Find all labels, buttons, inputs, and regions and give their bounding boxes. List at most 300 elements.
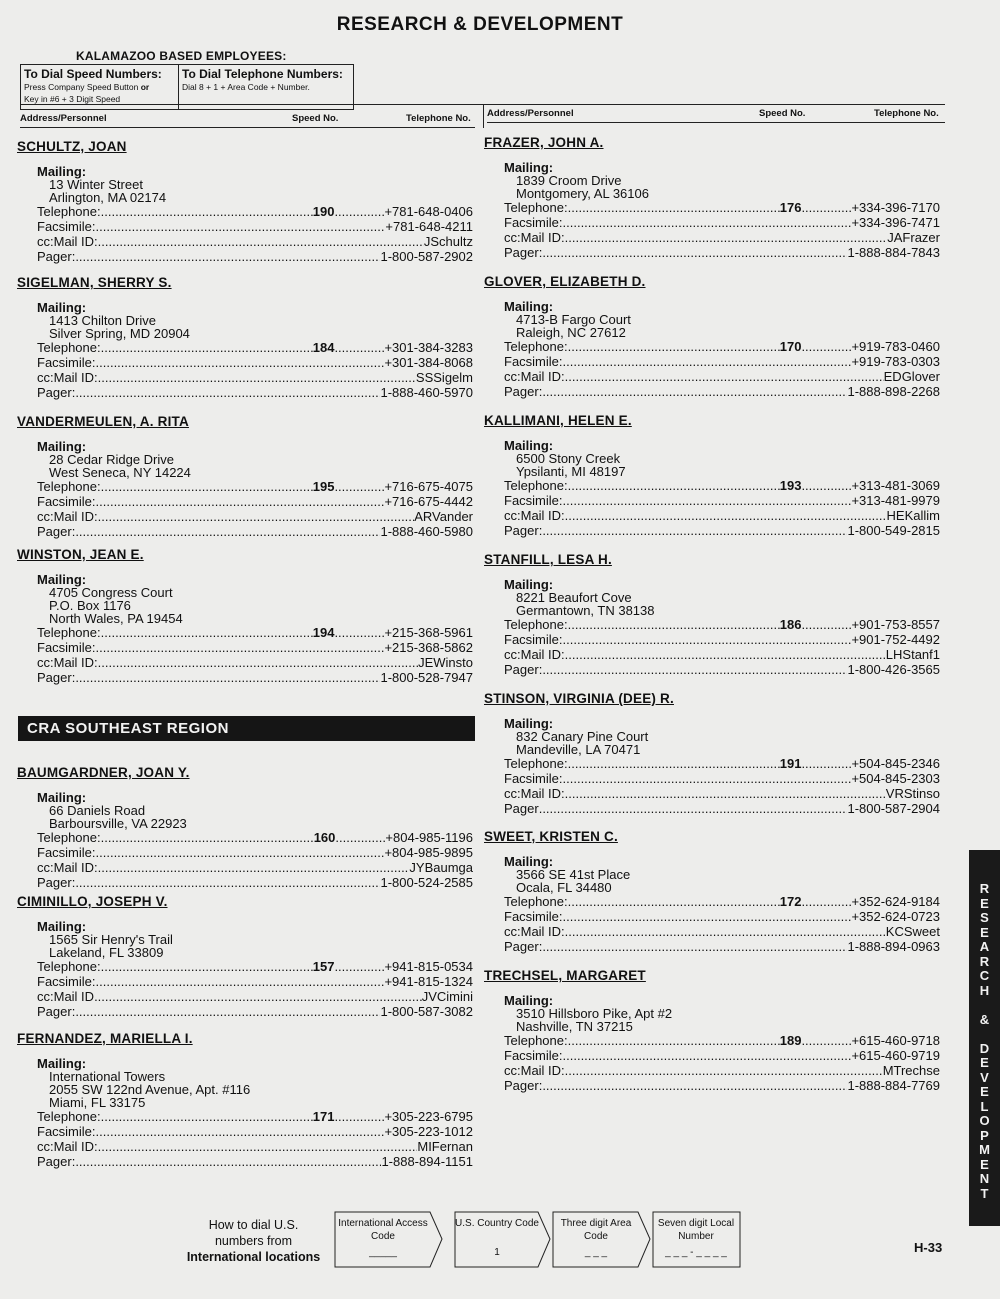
speed-dial-text xyxy=(24,81,175,105)
leader-dots xyxy=(563,909,852,924)
speed-number: 157 xyxy=(312,959,335,974)
side-tab-letter: E xyxy=(980,1055,989,1070)
leader-dots xyxy=(801,894,851,909)
side-tab-letter: E xyxy=(980,1156,989,1172)
address-header: Address/Personnel xyxy=(487,108,574,119)
leader-dots xyxy=(568,1033,780,1048)
leader-dots xyxy=(101,204,313,219)
pager-value: 1-888-884-7769 xyxy=(847,1078,940,1093)
leader-dots xyxy=(96,1124,385,1139)
address-line: Ypsilanti, MI 48197 xyxy=(516,464,626,479)
employee-name: KALLIMANI, HELEN E. xyxy=(484,413,632,428)
leader-dots xyxy=(568,200,780,215)
ccmail-label: cc:Mail ID: xyxy=(504,924,565,939)
telephone-row xyxy=(37,959,473,974)
leader-dots xyxy=(568,756,780,771)
address-line: Ocala, FL 34480 xyxy=(516,880,612,895)
telephone-value: +615-460-9718 xyxy=(851,1033,940,1048)
flow-box-underline: _____ xyxy=(369,1247,397,1258)
speed-number: 195 xyxy=(312,479,335,494)
facsimile-label: Facsimile: xyxy=(37,974,96,989)
address-line: Mandeville, LA 70471 xyxy=(516,742,641,757)
telephone-value: +504-845-2346 xyxy=(851,756,940,771)
side-tab-letter: L xyxy=(980,1098,989,1114)
pager-label: Pager: xyxy=(37,875,76,890)
facsimile-value: +215-368-5862 xyxy=(384,640,473,655)
leader-dots xyxy=(565,647,886,662)
facsimile-row xyxy=(504,632,940,647)
speed-number: 176 xyxy=(779,200,802,215)
pager-value: 1-800-587-2904 xyxy=(847,801,940,816)
side-tab-letter: A xyxy=(979,939,990,954)
pager-row xyxy=(504,1078,940,1093)
kalamazoo-heading: KALAMAZOO BASED EMPLOYEES: xyxy=(76,49,287,63)
telephone-value: +334-396-7170 xyxy=(851,200,940,215)
ccmail-value: VRStinso xyxy=(885,786,940,801)
telephone-label: Telephone: xyxy=(504,478,568,493)
directory-entry xyxy=(17,275,473,400)
ccmail-row xyxy=(504,1063,940,1078)
ccmail-value: JYBaumga xyxy=(409,860,473,875)
flow-box xyxy=(652,1211,742,1268)
telephone-row xyxy=(37,1109,473,1124)
employee-name: CIMINILLO, JOSEPH V. xyxy=(17,894,168,909)
facsimile-value: +313-481-9979 xyxy=(851,493,940,508)
directory-entry xyxy=(484,274,940,399)
pager-row xyxy=(37,524,473,539)
telephone-row xyxy=(504,478,940,493)
pager-value: 1-800-549-2815 xyxy=(847,523,940,538)
address-line: 1565 Sir Henry's Trail xyxy=(49,932,173,947)
directory-entry xyxy=(484,829,940,954)
ccmail-value: HEKallim xyxy=(886,508,940,523)
leader-dots xyxy=(96,640,385,655)
pager-row xyxy=(504,939,940,954)
mailing-label: Mailing: xyxy=(504,993,554,1008)
address-header: Address/Personnel xyxy=(20,113,107,124)
leader-dots xyxy=(75,385,380,400)
side-tab-letter: H xyxy=(979,982,990,998)
side-tab-letter: R xyxy=(979,881,990,896)
leader-dots xyxy=(96,845,385,860)
telephone-value: +305-223-6795 xyxy=(384,1109,473,1124)
facsimile-label: Facsimile: xyxy=(37,640,96,655)
speed-number: 190 xyxy=(312,204,335,219)
directory-entry xyxy=(17,547,473,685)
leader-dots xyxy=(801,339,851,354)
directory-entry xyxy=(17,1031,473,1169)
telephone-row xyxy=(37,340,473,355)
flow-box xyxy=(454,1211,552,1268)
speed-number: 191 xyxy=(779,756,802,771)
pager-value: 1-888-898-2268 xyxy=(847,384,940,399)
pager-value: 1-800-524-2585 xyxy=(380,875,473,890)
facsimile-label: Facsimile: xyxy=(37,845,96,860)
side-tab-letter: P xyxy=(980,1127,989,1143)
mailing-label: Mailing: xyxy=(504,299,554,314)
leader-dots xyxy=(565,786,886,801)
facsimile-row xyxy=(37,219,473,234)
address-line: Barboursville, VA 22923 xyxy=(49,816,187,831)
flow-box-label: Seven digit Local Number xyxy=(657,1218,735,1242)
leader-dots xyxy=(563,632,852,647)
pager-value: 1-888-460-5970 xyxy=(380,385,473,400)
leader-dots xyxy=(568,894,780,909)
page-number: H-33 xyxy=(914,1240,943,1255)
telephone-label: Telephone: xyxy=(504,894,568,909)
facsimile-value: +804-985-9895 xyxy=(384,845,473,860)
flow-box-label: U.S. Country Code xyxy=(455,1218,539,1229)
leader-dots xyxy=(563,354,852,369)
side-tab-letter: E xyxy=(980,1084,989,1099)
facsimile-value: +941-815-1324 xyxy=(384,974,473,989)
leader-dots xyxy=(563,215,852,230)
leader-dots xyxy=(75,1154,381,1169)
address-line: Miami, FL 33175 xyxy=(49,1095,146,1110)
pager-value: 1-888-894-0963 xyxy=(847,939,940,954)
facsimile-value: +301-384-8068 xyxy=(384,355,473,370)
leader-dots xyxy=(565,1063,883,1078)
phone-dial-heading: To Dial Telephone Numbers: xyxy=(182,67,343,81)
speed-dial-cell xyxy=(21,65,179,109)
facsimile-row xyxy=(37,355,473,370)
ccmail-row xyxy=(37,1139,473,1154)
leader-dots xyxy=(98,509,415,524)
speed-number: 171 xyxy=(312,1109,335,1124)
facsimile-row xyxy=(504,771,940,786)
header-divider xyxy=(483,104,484,128)
howto-line-2: numbers from xyxy=(214,1234,293,1248)
ccmail-value: EDGlover xyxy=(883,369,940,384)
leader-dots xyxy=(101,830,314,845)
pager-value: 1-800-426-3565 xyxy=(847,662,940,677)
pager-label: Pager: xyxy=(37,385,76,400)
telephone-label: Telephone: xyxy=(37,1109,101,1124)
leader-dots xyxy=(563,771,852,786)
leader-dots xyxy=(335,830,385,845)
leader-dots xyxy=(334,340,384,355)
pager-label: Pager: xyxy=(37,249,76,264)
leader-dots xyxy=(75,249,380,264)
facsimile-value: +919-783-0303 xyxy=(851,354,940,369)
employee-name: SWEET, KRISTEN C. xyxy=(484,829,618,844)
telephone-label: Telephone: xyxy=(37,959,101,974)
leader-dots xyxy=(542,523,847,538)
pager-value: 1-800-528-7947 xyxy=(380,670,473,685)
directory-entry xyxy=(17,894,473,1019)
facsimile-label: Facsimile: xyxy=(504,215,563,230)
ccmail-label: cc:Mail ID xyxy=(37,989,95,1004)
telephone-row xyxy=(504,1033,940,1048)
side-tab-letter: S xyxy=(980,910,989,925)
pager-label: Pager: xyxy=(37,1154,76,1169)
leader-dots xyxy=(801,200,851,215)
side-tab-letter: E xyxy=(980,924,989,940)
leader-dots xyxy=(101,479,313,494)
telephone-value: +313-481-3069 xyxy=(851,478,940,493)
ccmail-row xyxy=(37,860,473,875)
ccmail-row xyxy=(504,786,940,801)
facsimile-row xyxy=(37,494,473,509)
leader-dots xyxy=(96,974,385,989)
speed-number: 186 xyxy=(779,617,802,632)
facsimile-label: Facsimile: xyxy=(504,1048,563,1063)
address-line: 832 Canary Pine Court xyxy=(516,729,649,744)
pager-row xyxy=(504,662,940,677)
telephone-row xyxy=(504,617,940,632)
side-tab-letter: O xyxy=(979,1113,990,1128)
address-line: P.O. Box 1176 xyxy=(49,598,131,613)
ccmail-label: cc:Mail ID: xyxy=(504,508,565,523)
telephone-label: Telephone: xyxy=(37,204,101,219)
telephone-value: +352-624-9184 xyxy=(851,894,940,909)
leader-dots xyxy=(75,1004,380,1019)
speed-number: 172 xyxy=(779,894,802,909)
ccmail-row xyxy=(504,508,940,523)
ccmail-label: cc:Mail ID: xyxy=(37,234,98,249)
pager-value: 1-800-587-2902 xyxy=(380,249,473,264)
speed-header: Speed No. xyxy=(759,108,806,119)
side-tab-letter: M xyxy=(979,1142,990,1157)
telephone-value: +716-675-4075 xyxy=(384,479,473,494)
leader-dots xyxy=(96,355,385,370)
leader-dots xyxy=(75,670,380,685)
telephone-row xyxy=(37,204,473,219)
facsimile-value: +352-624-0723 xyxy=(851,909,940,924)
address-line: 13 Winter Street xyxy=(49,177,143,192)
phone-dial-cell xyxy=(179,65,346,109)
facsimile-row xyxy=(37,1124,473,1139)
employee-name: SIGELMAN, SHERRY S. xyxy=(17,275,172,290)
howto-line-3: International locations xyxy=(186,1250,321,1264)
speed-number: 160 xyxy=(313,830,336,845)
telephone-value: +301-384-3283 xyxy=(384,340,473,355)
address-line: West Seneca, NY 14224 xyxy=(49,465,191,480)
speed-dial-or: or xyxy=(140,82,150,92)
employee-name: FRAZER, JOHN A. xyxy=(484,135,604,150)
facsimile-label: Facsimile: xyxy=(504,354,563,369)
directory-entry xyxy=(484,135,940,260)
pager-row xyxy=(504,801,940,816)
leader-dots xyxy=(565,369,884,384)
pager-row xyxy=(504,384,940,399)
address-line: Germantown, TN 38138 xyxy=(516,603,655,618)
ccmail-label: cc:Mail ID: xyxy=(37,370,98,385)
leader-dots xyxy=(563,493,852,508)
leader-dots xyxy=(98,370,416,385)
telephone-label: Telephone: xyxy=(504,1033,568,1048)
leader-dots xyxy=(98,234,424,249)
telephone-row xyxy=(504,756,940,771)
telephone-row xyxy=(37,479,473,494)
leader-dots xyxy=(542,384,847,399)
leader-dots xyxy=(94,989,422,1004)
ccmail-value: JSchultz xyxy=(423,234,473,249)
facsimile-label: Facsimile: xyxy=(37,219,96,234)
side-tab-letter: C xyxy=(979,968,990,983)
speed-number: 189 xyxy=(779,1033,802,1048)
leader-dots xyxy=(98,860,410,875)
leader-dots xyxy=(563,1048,852,1063)
ccmail-value: ARVander xyxy=(414,509,473,524)
side-tab-letter: N xyxy=(979,1171,990,1186)
speed-dial-text-2: Key in #6 + 3 Digit Speed xyxy=(24,94,121,104)
mailing-label: Mailing: xyxy=(37,790,87,805)
address-line: 6500 Stony Creek xyxy=(516,451,621,466)
facsimile-value: +781-648-4211 xyxy=(385,219,473,234)
pager-value: 1-800-587-3082 xyxy=(380,1004,473,1019)
ccmail-row xyxy=(37,370,473,385)
leader-dots xyxy=(75,524,380,539)
pager-row xyxy=(504,523,940,538)
leader-dots xyxy=(101,1109,313,1124)
side-tab-letter xyxy=(983,998,987,1013)
leader-dots xyxy=(75,875,380,890)
leader-dots xyxy=(334,204,384,219)
telephone-label: Telephone: xyxy=(504,617,568,632)
region-banner: CRA SOUTHEAST REGION xyxy=(18,716,475,741)
ccmail-value: MIFernan xyxy=(417,1139,473,1154)
facsimile-value: +305-223-1012 xyxy=(384,1124,473,1139)
mailing-label: Mailing: xyxy=(37,1056,87,1071)
dialing-flow xyxy=(334,1211,738,1268)
ccmail-label: cc:Mail ID: xyxy=(37,1139,98,1154)
left-column-header xyxy=(20,110,475,128)
ccmail-label: cc:Mail ID: xyxy=(504,647,565,662)
page-title: RESEARCH & DEVELOPMENT xyxy=(336,14,624,35)
pager-label: Pager: xyxy=(504,384,543,399)
leader-dots xyxy=(334,1109,384,1124)
phone-dial-text: Dial 8 + 1 + Area Code + Number. xyxy=(182,82,310,92)
facsimile-row xyxy=(37,974,473,989)
telephone-value: +804-985-1196 xyxy=(385,830,473,845)
mailing-label: Mailing: xyxy=(504,854,554,869)
telephone-label: Telephone: xyxy=(37,625,101,640)
address-line: 4713-B Fargo Court xyxy=(516,312,631,327)
pager-row xyxy=(37,875,473,890)
ccmail-label: cc:Mail ID: xyxy=(504,1063,565,1078)
right-column-header xyxy=(487,105,945,123)
pager-row xyxy=(37,670,473,685)
flow-box-underline: _ _ _ - _ _ _ _ xyxy=(665,1247,727,1258)
speed-dial-heading: To Dial Speed Numbers: xyxy=(24,67,162,81)
ccmail-value: MTrechse xyxy=(882,1063,940,1078)
speed-number: 184 xyxy=(312,340,335,355)
leader-dots xyxy=(96,219,386,234)
leader-dots xyxy=(334,959,384,974)
speed-dial-text-1: Press Company Speed Button xyxy=(24,82,139,92)
telephone-value: +901-753-8557 xyxy=(851,617,940,632)
facsimile-label: Facsimile: xyxy=(37,494,96,509)
pager-label: Pager: xyxy=(504,939,543,954)
side-tab-letter: V xyxy=(980,1069,989,1085)
directory-entry xyxy=(17,765,473,890)
flow-box xyxy=(552,1211,652,1268)
leader-dots xyxy=(98,655,418,670)
address-line: North Wales, PA 19454 xyxy=(49,611,183,626)
telephone-label: Telephone: xyxy=(504,756,568,771)
address-line: Montgomery, AL 36106 xyxy=(516,186,649,201)
flow-box-underline: _ _ _ xyxy=(584,1247,608,1258)
mailing-label: Mailing: xyxy=(504,577,554,592)
telephone-value: +919-783-0460 xyxy=(851,339,940,354)
ccmail-label: cc:Mail ID: xyxy=(504,369,565,384)
facsimile-row xyxy=(504,909,940,924)
pager-value: 1-888-460-5980 xyxy=(380,524,473,539)
ccmail-row xyxy=(504,369,940,384)
facsimile-row xyxy=(504,354,940,369)
dialing-howto xyxy=(176,1217,331,1265)
telephone-header: Telephone No. xyxy=(874,108,939,119)
directory-entry xyxy=(17,414,473,539)
facsimile-label: Facsimile: xyxy=(504,909,563,924)
directory-entry xyxy=(484,552,940,677)
ccmail-label: cc:Mail ID: xyxy=(37,509,98,524)
side-tab-letter xyxy=(983,1027,987,1042)
mailing-label: Mailing: xyxy=(37,572,87,587)
address-line: 4705 Congress Court xyxy=(49,585,173,600)
pager-label: Pager: xyxy=(504,245,543,260)
flow-box xyxy=(334,1211,444,1268)
section-side-tab xyxy=(969,850,1000,1226)
ccmail-label: cc:Mail ID: xyxy=(504,230,565,245)
side-tab-letter: R xyxy=(979,953,990,969)
flow-box-label: International Access Code xyxy=(338,1218,428,1242)
address-line: 3510 Hillsboro Pike, Apt #2 xyxy=(516,1006,673,1021)
employee-name: WINSTON, JEAN E. xyxy=(17,547,144,562)
ccmail-value: JVCimini xyxy=(421,989,473,1004)
directory-entry xyxy=(484,968,940,1093)
ccmail-row xyxy=(37,655,473,670)
leader-dots xyxy=(801,1033,851,1048)
flow-box-label: Three digit Area Code xyxy=(560,1218,632,1242)
address-line: 28 Cedar Ridge Drive xyxy=(49,452,175,467)
pager-label: Pager: xyxy=(37,670,76,685)
telephone-label: Telephone: xyxy=(37,479,101,494)
leader-dots xyxy=(101,959,313,974)
directory-entry xyxy=(17,139,473,264)
leader-dots xyxy=(568,617,780,632)
leader-dots xyxy=(565,230,888,245)
facsimile-value: +334-396-7471 xyxy=(851,215,940,230)
ccmail-label: cc:Mail ID: xyxy=(504,786,565,801)
directory-entry xyxy=(484,413,940,538)
facsimile-value: +504-845-2303 xyxy=(851,771,940,786)
pager-label: Pager: xyxy=(504,523,543,538)
ccmail-label: cc:Mail ID: xyxy=(37,655,98,670)
ccmail-label: cc:Mail ID: xyxy=(37,860,98,875)
telephone-value: +781-648-0406 xyxy=(384,204,473,219)
side-tab-letter: E xyxy=(980,895,989,911)
pager-label: Pager: xyxy=(37,1004,76,1019)
leader-dots xyxy=(801,617,851,632)
telephone-value: +215-368-5961 xyxy=(384,625,473,640)
telephone-header: Telephone No. xyxy=(406,113,471,124)
pager-label: Pager: xyxy=(37,524,76,539)
mailing-label: Mailing: xyxy=(504,438,554,453)
address-line: Lakeland, FL 33809 xyxy=(49,945,164,960)
telephone-label: Telephone: xyxy=(504,339,568,354)
telephone-value: +941-815-0534 xyxy=(384,959,473,974)
facsimile-value: +716-675-4442 xyxy=(384,494,473,509)
ccmail-value: JAFrazer xyxy=(887,230,940,245)
employee-name: VANDERMEULEN, A. RITA xyxy=(17,414,189,429)
pager-row xyxy=(37,249,473,264)
leader-dots xyxy=(801,756,851,771)
directory-entry xyxy=(484,691,940,816)
mailing-label: Mailing: xyxy=(37,439,87,454)
ccmail-value: LHStanf1 xyxy=(885,647,940,662)
